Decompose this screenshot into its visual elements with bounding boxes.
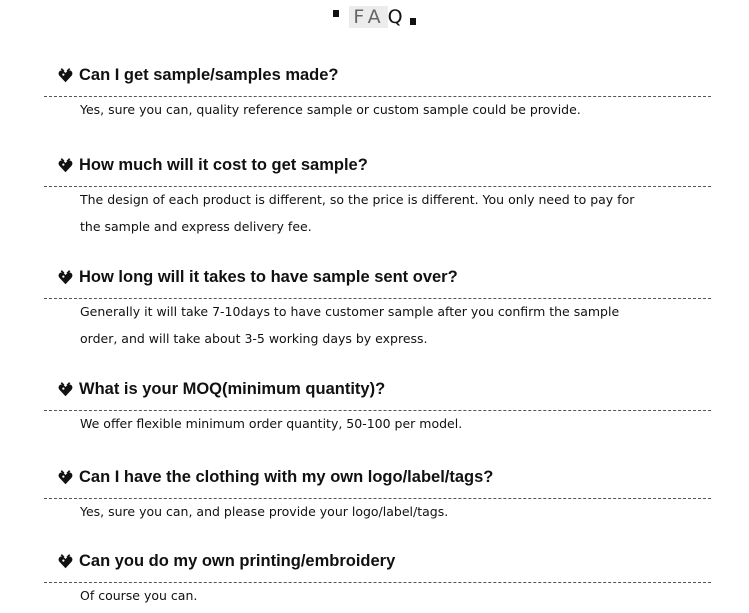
faq-question: How much will it cost to get sample?: [79, 155, 368, 174]
heart-bullet-icon: [57, 381, 74, 398]
faq-answer: Yes, sure you can, quality reference sample or custom sample could be provide.: [80, 102, 581, 117]
page-title: [0, 6, 749, 28]
square-bullet-icon: [410, 18, 416, 25]
heart-bullet-icon: [57, 67, 74, 84]
heart-bullet-icon: [57, 469, 74, 486]
faq-question-row: [57, 465, 493, 489]
faq-question: Can I get sample/samples made?: [79, 65, 339, 84]
faq-question-row: [57, 265, 458, 289]
square-bullet-icon: [333, 10, 339, 17]
faq-question: How long will it takes to have sample sent over?: [79, 267, 458, 286]
faq-answer: We offer flexible minimum order quantity, 50-100 per model.: [80, 416, 463, 431]
faq-question: Can you do my own printing/embroidery: [79, 551, 396, 570]
title-text-left: FA: [349, 6, 387, 28]
faq-answer: Yes, sure you can, and please provide your logo/label/tags.: [80, 504, 449, 519]
faq-question-row: [57, 63, 339, 87]
faq-question-row: [57, 153, 368, 177]
faq-question: Can I have the clothing with my own logo/label/tags?: [79, 467, 494, 486]
faq-question-row: [57, 549, 395, 573]
faq-answer: The design of each product is different, so the price is different. You only need to pay for the sample and express delivery fee.: [80, 192, 635, 234]
heart-bullet-icon: [57, 553, 74, 570]
title-text-right: Q: [387, 6, 408, 28]
faq-question: What is your MOQ(minimum quantity)?: [79, 379, 386, 398]
heart-bullet-icon: [57, 269, 74, 286]
faq-question-row: [57, 377, 385, 401]
faq-answer: Generally it will take 7-10days to have customer sample after you confirm the sample order, and will take about 3-5 working days by express.: [80, 304, 620, 346]
faq-answer: Of course you can.: [80, 588, 198, 603]
heart-bullet-icon: [57, 157, 74, 174]
